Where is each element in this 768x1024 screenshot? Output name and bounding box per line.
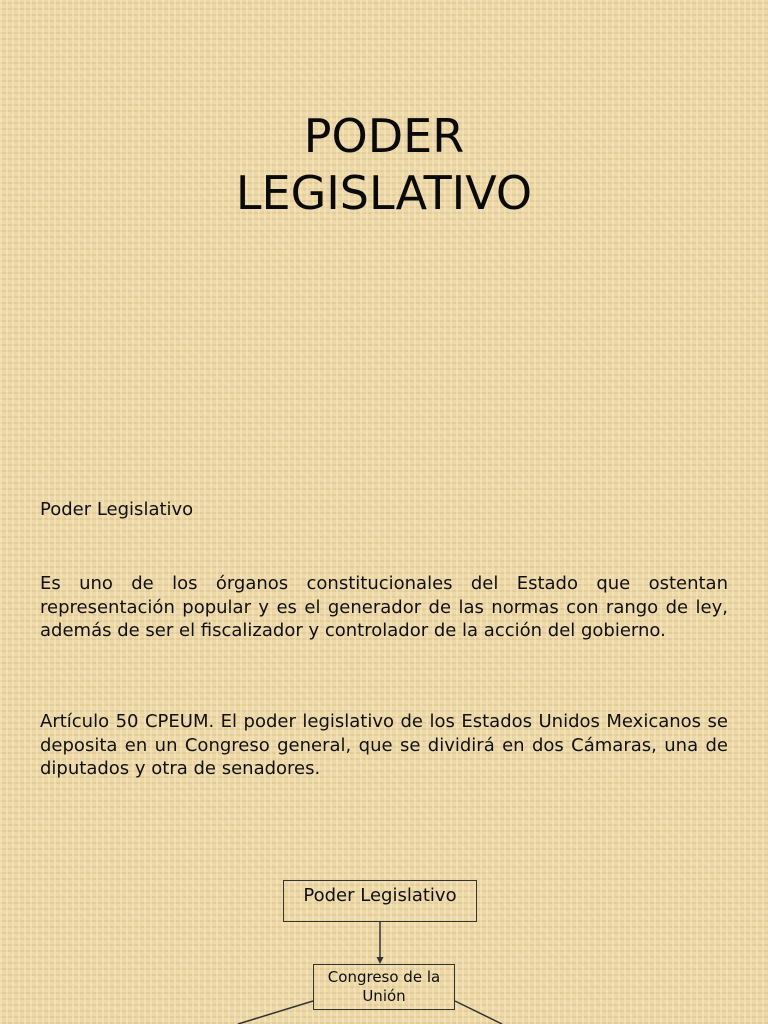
slide-title-line-1: PODER [303, 109, 465, 163]
diagram-box-congreso-de-la-union [313, 964, 455, 1010]
article-paragraph: Artículo 50 CPEUM. El poder legislativo de los Estados Unidos Mexicanos se deposita en un Congreso general, que se dividirá en dos Cámaras, una de diputados y otra de senadores. [40, 711, 728, 779]
section-heading: Poder Legislativo [40, 499, 194, 520]
diagram-box-congreso-label-line-2: Unión [362, 987, 406, 1005]
definition-paragraph: Es uno de los órganos constitucionales del Estado que ostentan representación popular y es el generador de las normas con rango de ley, además de ser el fiscalizador y controlador de la acción del gobierno. [40, 573, 728, 641]
diagram-box-poder-legislativo [283, 880, 477, 922]
diagram-box-poder-legislativo-label: Poder Legislativo [303, 885, 457, 906]
connector-right-branch [455, 1001, 502, 1024]
connector-arrowhead [377, 957, 384, 964]
connector-left-branch [238, 1001, 313, 1024]
diagram-box-congreso-label-line-1: Congreso de la [327, 968, 441, 986]
slide-title-line-2: LEGISLATIVO [235, 166, 533, 220]
